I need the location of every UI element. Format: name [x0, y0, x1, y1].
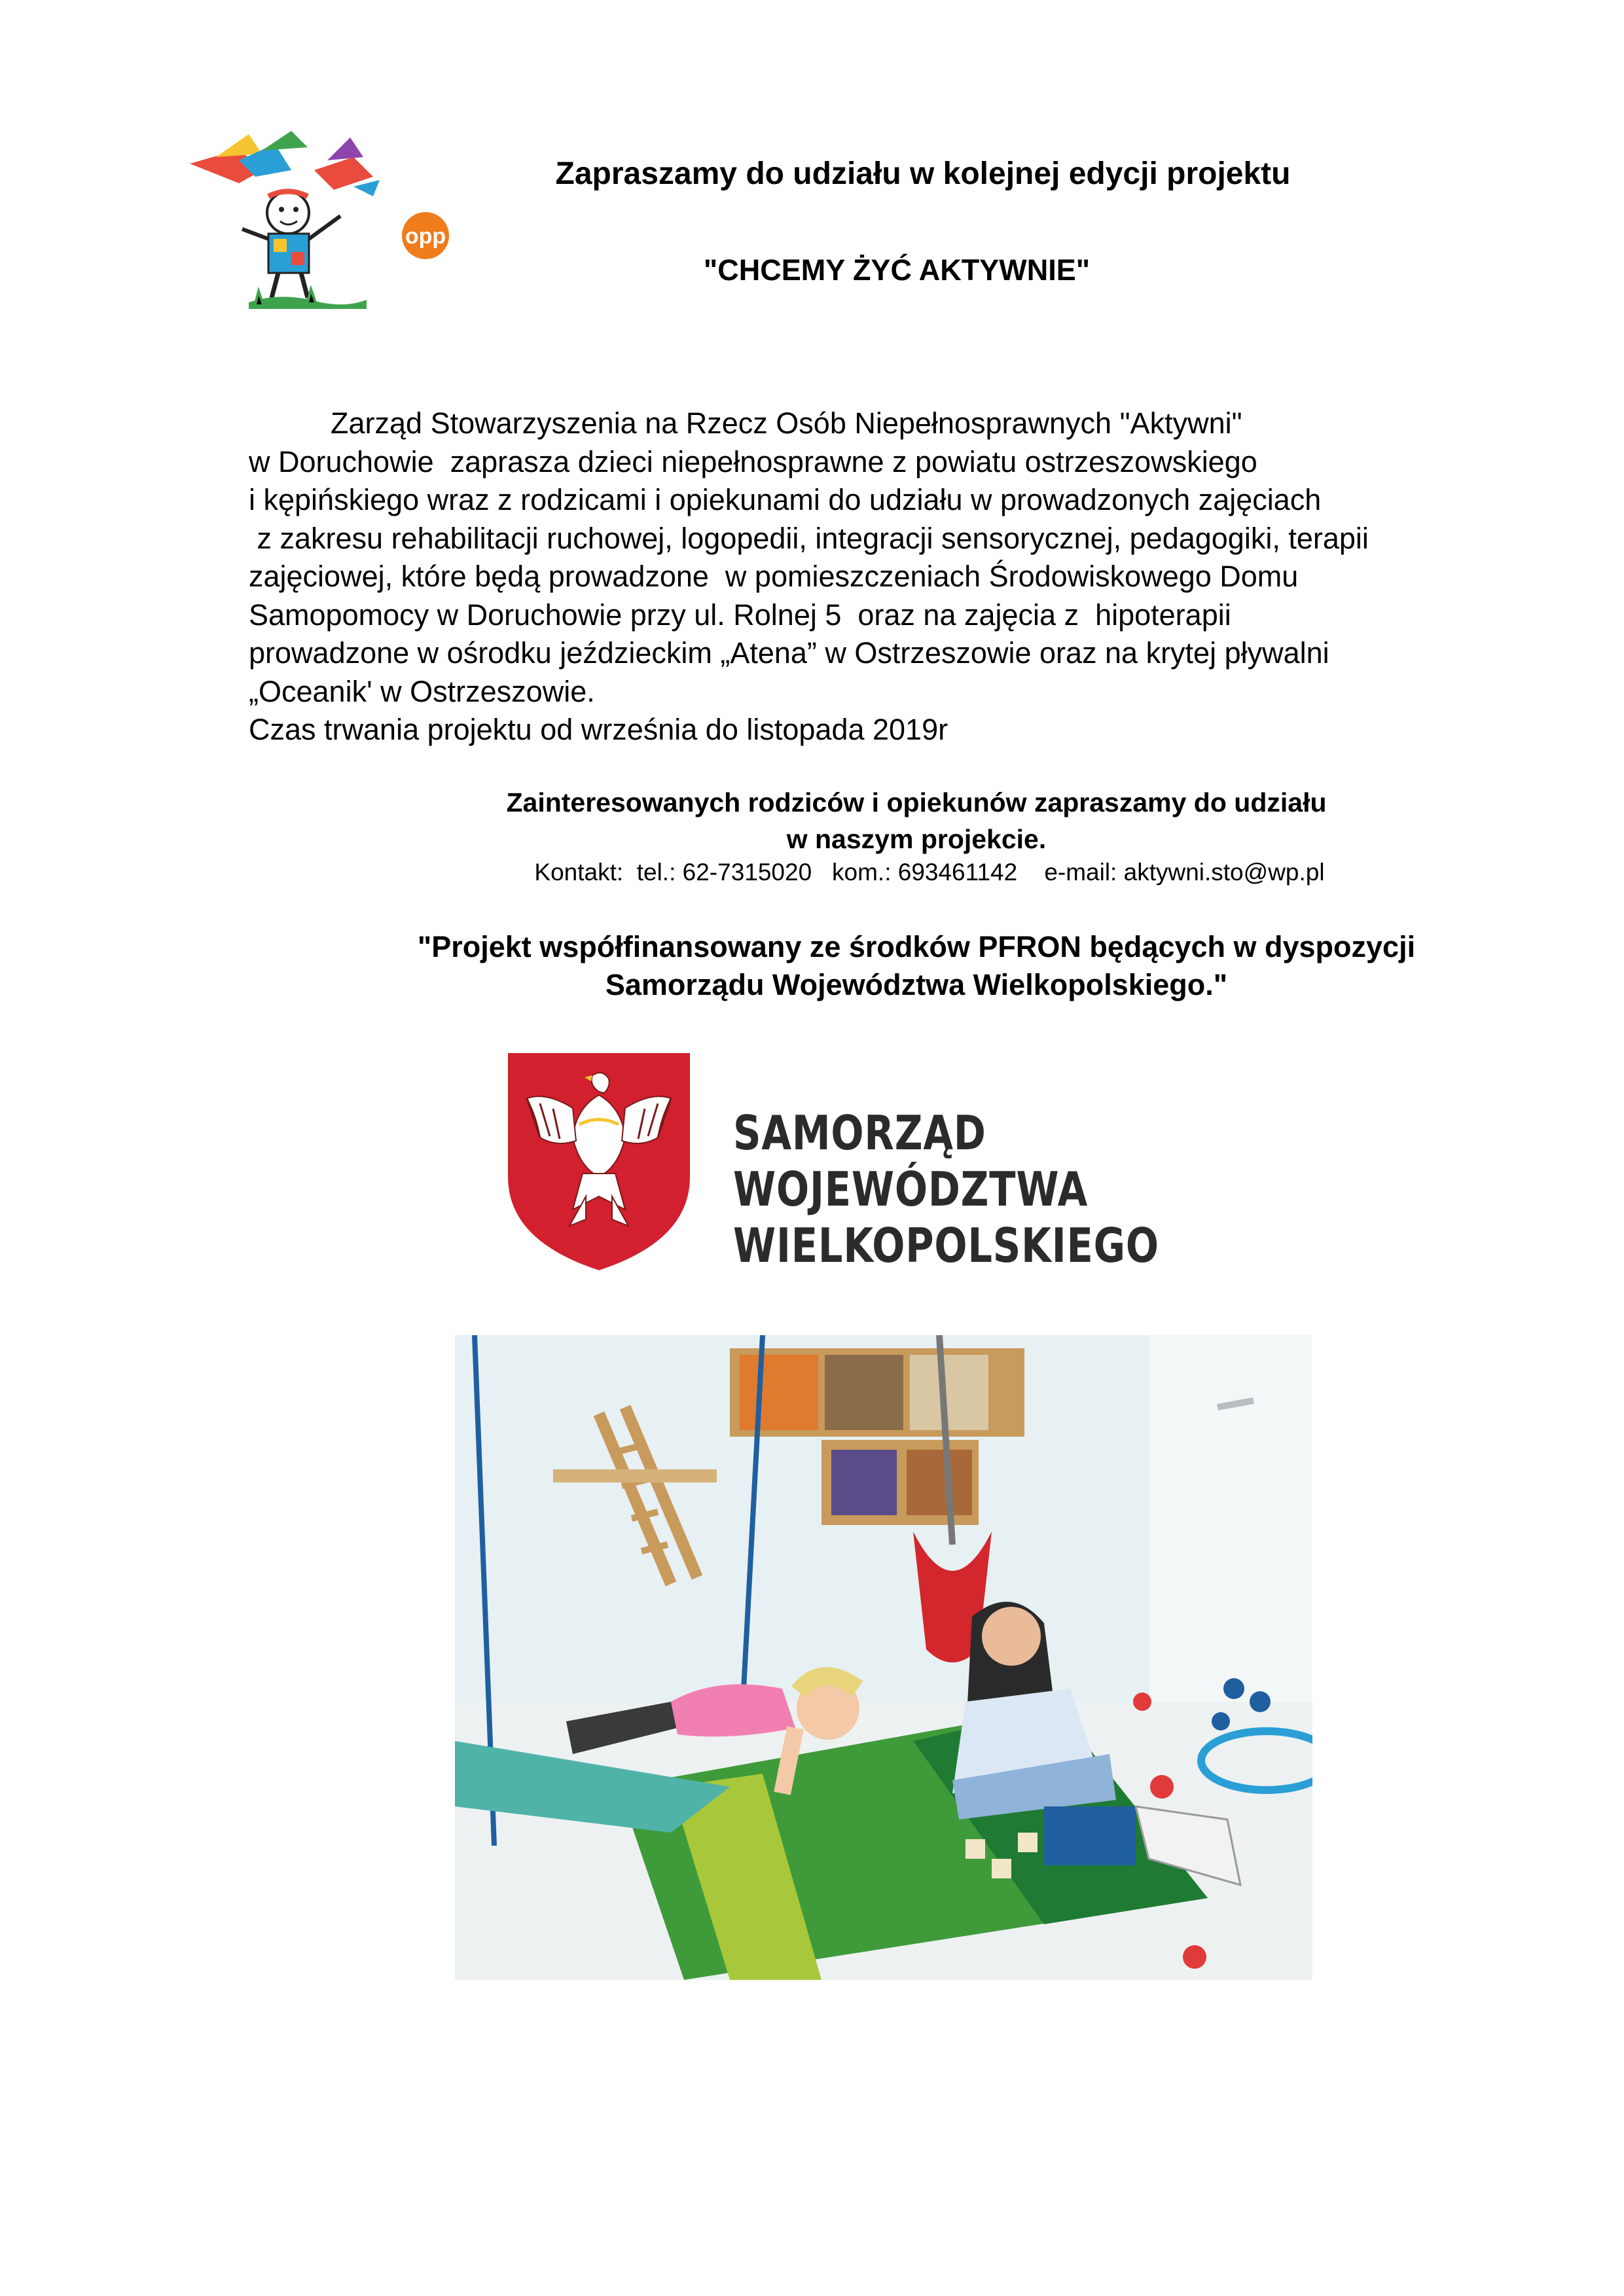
- region-name-logotype: [733, 1105, 1216, 1274]
- project-name: "CHCEMY ŻYĆ AKTYWNIE": [703, 253, 1091, 287]
- invitation-line: Zainteresowanych rodziców i opiekunów zapraszamy do udziału: [506, 787, 1327, 817]
- description-line: w Doruchowie zaprasza dzieci niepełnosprawne z powiatu ostrzeszowskiego: [249, 444, 1257, 478]
- contact-info: Kontakt: tel.: 62-7315020 kom.: 693461142 e-mail: aktywni.sto@wp.pl: [534, 859, 1325, 886]
- region-name-line: WIELKOPOLSKIEGO: [733, 1218, 1159, 1273]
- description-line: „Oceanik' w Ostrzeszowie.: [249, 674, 595, 708]
- description-line: Czas trwania projektu od września do listopada 2019r: [249, 713, 948, 746]
- regional-crest-logo: [501, 1046, 697, 1276]
- therapy-room-photo: [455, 1335, 1312, 1980]
- description-line: prowadzone w ośrodku jeździeckim „Atena” w Ostrzeszowie oraz na krytej pływalni: [249, 636, 1329, 670]
- description-line: zajęciowej, które będą prowadzone w pomieszczeniach Środowiskowego Domu: [249, 560, 1299, 593]
- association-logo: [177, 131, 465, 314]
- description-paragraph: [249, 404, 1532, 749]
- description-line: Samopomocy w Doruchowie przy ul. Rolnej 5 oraz na zajęcia z hipoterapii: [249, 598, 1231, 632]
- logo-badge-text: opp: [405, 224, 446, 249]
- funding-line: Samorządu Województwa Wielkopolskiego.": [605, 968, 1228, 1001]
- funding-line: "Projekt współfinansowany ze środków PFRON będących w dyspozycji: [417, 930, 1416, 963]
- funding-note: [275, 928, 1558, 1004]
- description-line: i kępińskiego wraz z rodzicami i opiekunami do udziału w prowadzonych zajęciach: [249, 483, 1322, 516]
- page-title: Zapraszamy do udziału w kolejnej edycji projektu: [555, 156, 1291, 191]
- invitation-line: w naszym projekcie.: [786, 824, 1047, 854]
- description-line: Zarząd Stowarzyszenia na Rzecz Osób Niepełnosprawnych "Aktywni": [249, 406, 1242, 440]
- description-line: z zakresu rehabilitacji ruchowej, logopedii, integracji sensorycznej, pedagogiki, terapii: [249, 521, 1369, 555]
- region-name-line: SAMORZĄD WOJEWÓDZTWA: [733, 1105, 1089, 1217]
- invitation-text: [367, 784, 1466, 857]
